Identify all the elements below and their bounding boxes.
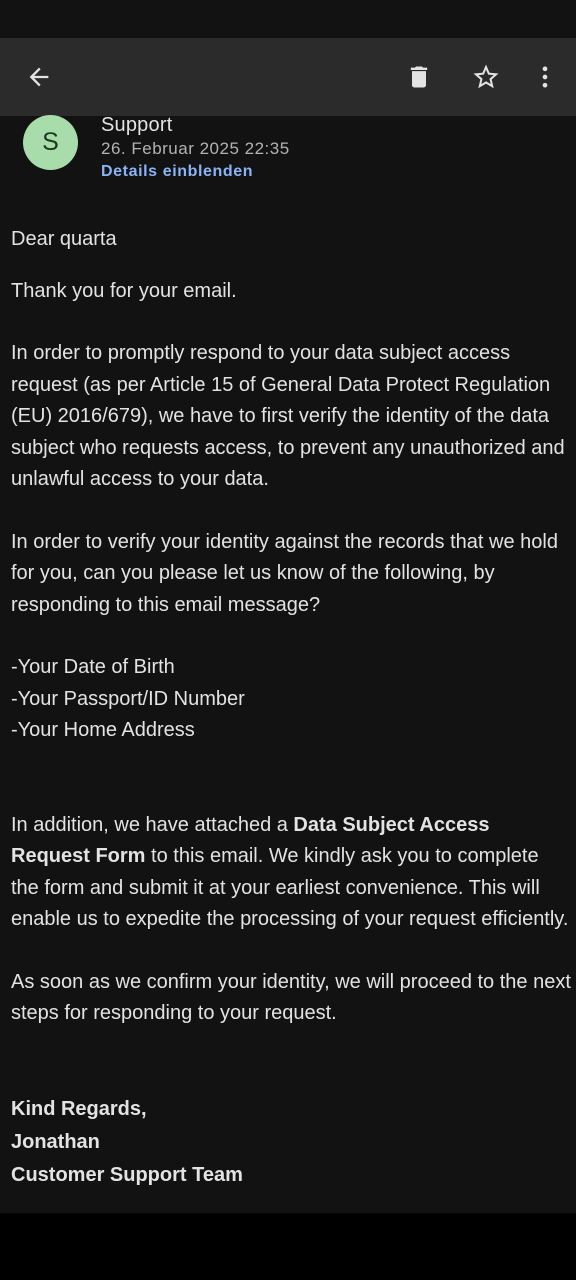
- navigation-bar: [0, 1213, 576, 1280]
- star-button[interactable]: [458, 38, 514, 116]
- avatar-letter: S: [42, 128, 59, 156]
- paragraph-next-steps: As soon as we confirm your identity, we will proceed to the next steps for responding to your request.: [11, 970, 571, 1024]
- trash-icon: [405, 63, 433, 91]
- greeting: Dear quarta: [11, 228, 117, 250]
- signature-closing: Kind Regards,: [11, 1097, 147, 1120]
- delete-button[interactable]: [391, 38, 447, 116]
- attachment-text-pre: In addition, we have attached a: [11, 813, 294, 836]
- list-item: -Your Home Address: [11, 719, 195, 741]
- sent-date: 26. Februar 2025 22:35: [101, 139, 290, 158]
- attachment-form-name: Data Subject Access Request Form: [11, 813, 490, 867]
- show-details-link[interactable]: Details einblenden: [101, 163, 254, 180]
- sender-avatar[interactable]: [23, 115, 78, 170]
- list-item: -Your Date of Birth: [11, 656, 175, 678]
- arrow-left-icon: [25, 63, 53, 91]
- signature-name: Jonathan: [11, 1130, 100, 1153]
- paragraph-verification-request: In order to verify your identity against the records that we hold for you, can you please let us know of the following, by responding to this email message?: [11, 530, 558, 616]
- back-button[interactable]: [11, 38, 67, 116]
- more-options-button[interactable]: [517, 38, 573, 116]
- thanks-line: Thank you for your email.: [11, 279, 237, 302]
- paragraph-attachment: [11, 810, 571, 936]
- app-toolbar: [0, 38, 576, 116]
- signature-team: Customer Support Team: [11, 1163, 243, 1186]
- more-vert-icon: [531, 63, 559, 91]
- list-item: -Your Passport/ID Number: [11, 687, 245, 710]
- sender-name: Support: [101, 114, 173, 136]
- attachment-text-post: to this email. We kindly ask you to complete the form and submit it at your earliest convenience. This will enable us to expedite the processing of your request efficiently.: [11, 845, 569, 930]
- email-body: [11, 224, 571, 1192]
- status-bar: [0, 0, 576, 38]
- star-outline-icon: [471, 62, 501, 92]
- paragraph-verification-intro: In order to promptly respond to your data subject access request (as per Article 15 of General Data Protect Regulation (EU) 2016/679), we have to first verify the identity of the data subject who requests access, to prevent any unauthorized and unlawful access to your data.: [11, 342, 565, 490]
